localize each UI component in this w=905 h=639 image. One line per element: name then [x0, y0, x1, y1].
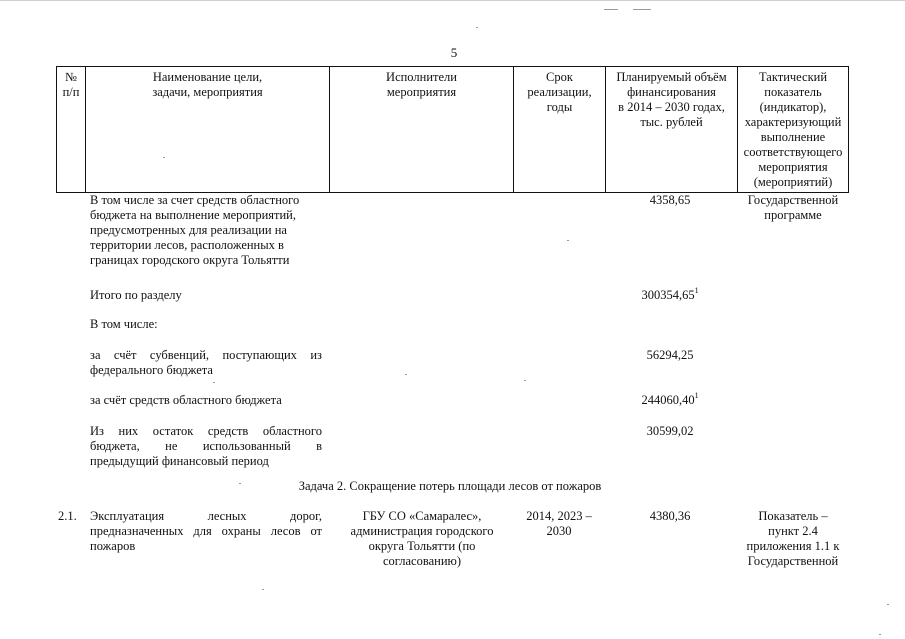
- row-2-1-funding: 4380,36: [649, 509, 691, 523]
- header-funding: Планируемый объём финансирования в 2014 – 2030 годах, тыс. рублей: [606, 67, 738, 193]
- page-top-edge: [0, 0, 905, 1]
- section-total-label: Итого по разделу: [90, 288, 182, 302]
- remaining-balance-funding: 30599,02: [646, 424, 694, 438]
- federal-subventions-funding: 56294,25: [646, 348, 694, 362]
- scan-speck: [262, 589, 264, 590]
- scan-speck: [476, 27, 478, 28]
- header-name: Наименование цели, задачи, мероприятия: [86, 67, 330, 193]
- scan-speck: [879, 634, 881, 635]
- row-2-1-indicator: Показатель – пункт 2.4 приложения 1.1 к Государственной: [746, 509, 840, 568]
- regional-budget-indicator: Государственной программе: [747, 193, 839, 222]
- header-number: № п/п: [57, 67, 86, 193]
- scan-speck: [633, 9, 651, 10]
- section-total-footnote-mark: 1: [694, 286, 699, 295]
- scan-speck: [405, 374, 407, 375]
- header-indicator: Тактический показатель (индикатор), характеризующий выполнение соответствующего мероприятия (мероприятий): [738, 67, 849, 193]
- scan-speck: [524, 380, 526, 381]
- header-executors: Исполнители мероприятия: [330, 67, 514, 193]
- table-header-row: [57, 67, 849, 193]
- section-total-funding: [608, 288, 732, 303]
- scan-speck: [239, 483, 241, 484]
- regional-budget-funding: 4358,65: [649, 193, 691, 207]
- regional-funds-footnote-mark: 1: [694, 391, 699, 400]
- row-2-1-number: 2.1.: [58, 509, 77, 523]
- task-2-heading: Задача 2. Сокращение потерь площади лесов от пожаров: [298, 479, 602, 493]
- row-2-1-period: 2014, 2023 – 2030: [526, 509, 592, 538]
- table-header: [56, 66, 849, 193]
- scan-speck: [887, 604, 889, 605]
- row-2-1-name: Эксплуатация лесных дорог, предназначенных для охраны лесов от пожаров: [90, 509, 322, 553]
- regional-funds-value: 244060,40: [641, 393, 695, 407]
- scan-speck: [567, 240, 569, 241]
- including-label: В том числе:: [90, 317, 158, 331]
- section-total-value: 300354,65: [641, 288, 695, 302]
- row-2-1-executors: ГБУ СО «Самаралес», администрация городского округа Тольятти (по согласованию): [350, 509, 494, 568]
- scan-speck: [213, 382, 215, 383]
- scan-speck: [163, 157, 165, 158]
- regional-funds-label: за счёт средств областного бюджета: [90, 393, 282, 407]
- regional-budget-label: В том числе за счет средств областного бюджета на выполнение мероприятий, предусмотренных для реализации на территории лесов, расположенных в границах городского округа Тольятти: [90, 193, 300, 267]
- regional-funds-funding: [608, 393, 732, 408]
- page-number: 5: [450, 45, 458, 60]
- federal-subventions-label: за счёт субвенций, поступающих из федерального бюджета: [90, 348, 322, 377]
- header-period: Срок реализации, годы: [514, 67, 606, 193]
- remaining-balance-label: Из них остаток средств областного бюджета, не использованный в предыдущий финансовый период: [90, 424, 322, 468]
- scan-speck: [604, 9, 618, 10]
